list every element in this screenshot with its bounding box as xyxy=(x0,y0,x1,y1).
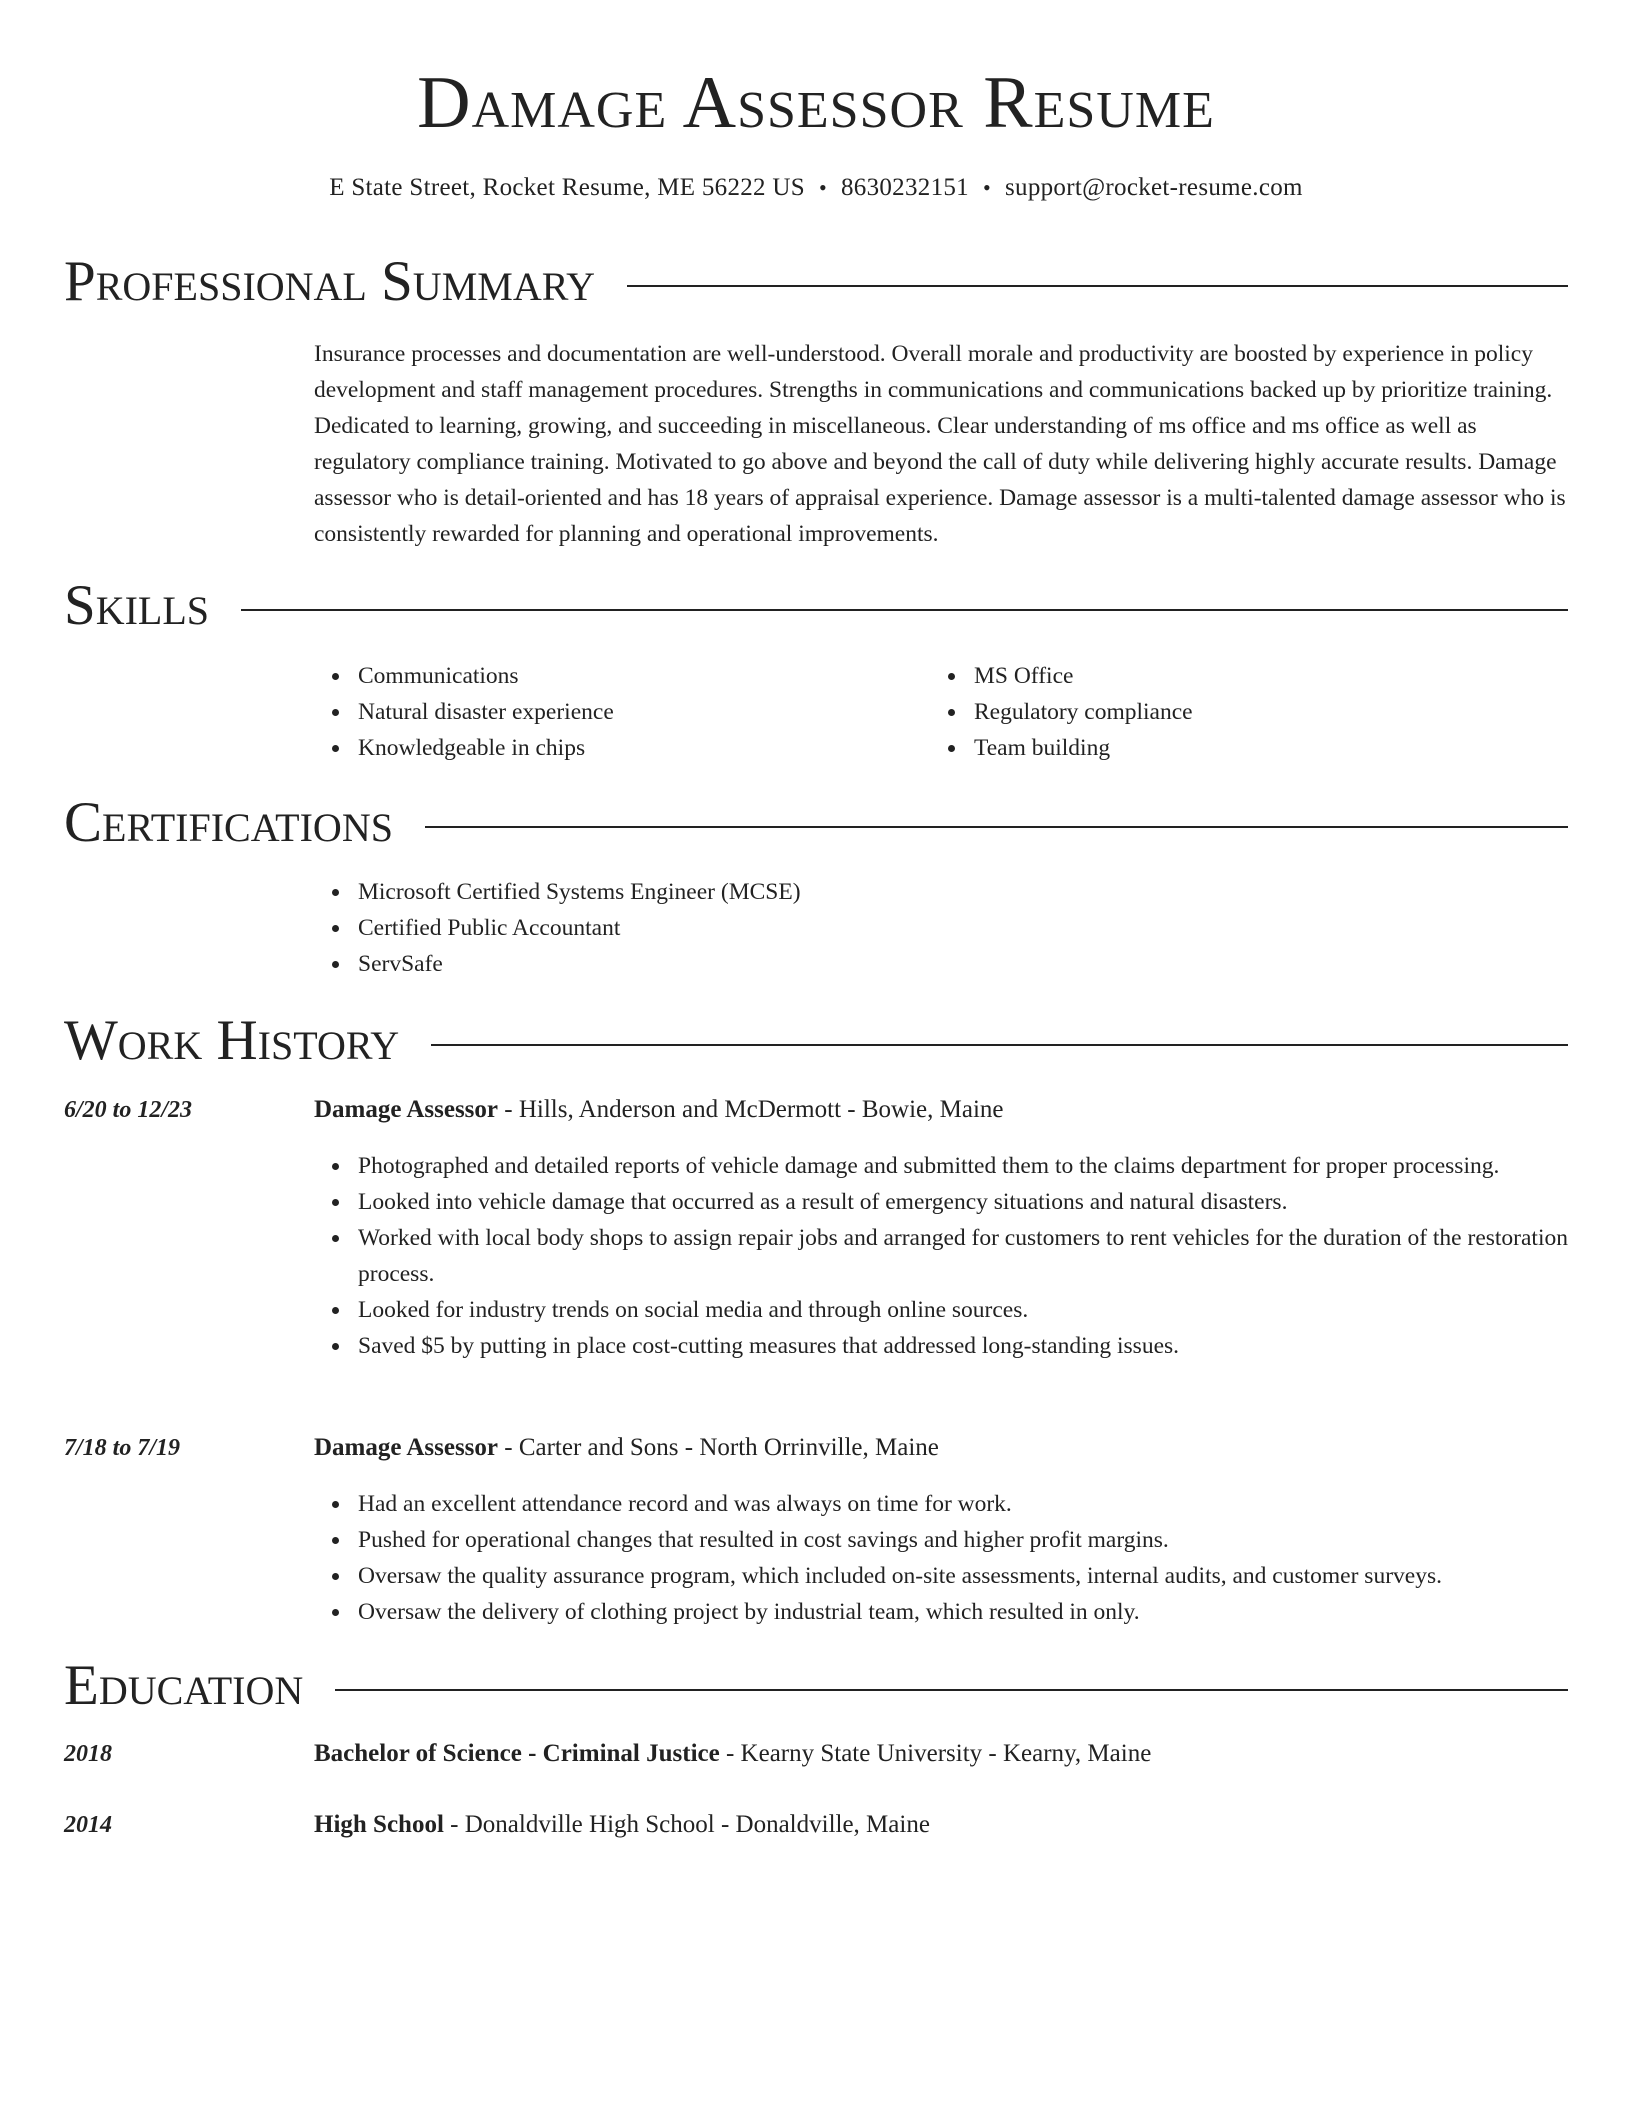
certification-item: Microsoft Certified Systems Engineer (MCSE) xyxy=(314,874,1568,910)
section-title: Education xyxy=(64,1654,304,1717)
job-bullet: Oversaw the quality assurance program, which included on-site assessments, internal audits, and customer surveys. xyxy=(314,1558,1568,1594)
job-role: Damage Assessor xyxy=(314,1096,499,1123)
education-school: - Kearny State University - Kearny, Maine xyxy=(719,1740,1152,1767)
certifications-section-header xyxy=(64,791,1568,855)
summary-section-header xyxy=(64,250,1568,314)
certification-item: ServSafe xyxy=(314,946,1568,982)
education-section-header xyxy=(64,1654,1568,1718)
job-title-line xyxy=(314,1096,1003,1124)
skill-item: Natural disaster experience xyxy=(314,694,930,730)
job-bullet: Photographed and detailed reports of vehicle damage and submitted them to the claims department for proper processing. xyxy=(314,1148,1568,1184)
contact-separator: • xyxy=(818,175,827,200)
education-line xyxy=(314,1740,1151,1768)
skills-column-left xyxy=(314,658,930,766)
job-title-line xyxy=(314,1434,939,1462)
certification-item: Certified Public Accountant xyxy=(314,910,1568,946)
section-title: Certifications xyxy=(64,791,393,854)
certifications-list xyxy=(314,874,1568,982)
job-bullets xyxy=(314,1486,1568,1630)
skill-item: Knowledgeable in chips xyxy=(314,730,930,766)
job-bullet: Worked with local body shops to assign repair jobs and arranged for customers to rent vehicles for the duration of the restoration process. xyxy=(314,1220,1568,1292)
section-divider xyxy=(627,285,1568,287)
section-title: Work History xyxy=(64,1009,400,1072)
job-bullet: Oversaw the delivery of clothing project by industrial team, which resulted in only. xyxy=(314,1594,1568,1630)
job-employer: - Hills, Anderson and McDermott - Bowie, Maine xyxy=(498,1096,1004,1123)
job-bullet: Looked into vehicle damage that occurred as a result of emergency situations and natural disasters. xyxy=(314,1184,1568,1220)
education-year: 2014 xyxy=(64,1812,112,1838)
education-year: 2018 xyxy=(64,1741,112,1767)
section-title: Skills xyxy=(64,574,210,637)
summary-text: Insurance processes and documentation are well-understood. Overall morale and productivity are boosted by experience in policy development and staff management procedures. Strengths in communications and communications backed up by prioritize training. Dedicated to learning, growing, and succeeding in miscellaneous. Clear understanding of ms office and ms office as well as regulatory compliance training. Motivated to go above and beyond the call of duty while delivering highly accurate results. Damage assessor who is detail-oriented and has 18 years of appraisal experience. Damage assessor is a multi-talented damage assessor who is consistently rewarded for planning and operational improvements. xyxy=(314,341,1566,547)
job-dates: 6/20 to 12/23 xyxy=(64,1097,193,1123)
skills-section-header xyxy=(64,574,1568,638)
education-school: - Donaldville High School - Donaldville, Maine xyxy=(443,1811,930,1838)
section-divider xyxy=(425,826,1568,828)
contact-address: E State Street, Rocket Resume, ME 56222 US xyxy=(329,174,805,201)
job-bullets xyxy=(314,1148,1568,1364)
skill-item: Communications xyxy=(314,658,930,694)
job-bullet: Pushed for operational changes that resulted in cost savings and higher profit margins. xyxy=(314,1522,1568,1558)
contact-line xyxy=(0,174,1632,202)
job-bullet: Saved $5 by putting in place cost-cutting measures that addressed long-standing issues. xyxy=(314,1328,1568,1364)
job-bullet: Looked for industry trends on social media and through online sources. xyxy=(314,1292,1568,1328)
education-degree: Bachelor of Science - Criminal Justice xyxy=(314,1740,720,1767)
section-title: Professional Summary xyxy=(64,250,596,313)
contact-phone: 8630232151 xyxy=(840,174,969,201)
section-divider xyxy=(431,1044,1568,1046)
skill-item: Regulatory compliance xyxy=(930,694,1546,730)
section-divider xyxy=(335,1689,1568,1691)
skill-item: Team building xyxy=(930,730,1546,766)
work-history-section-header xyxy=(64,1009,1568,1073)
job-bullet: Had an excellent attendance record and was always on time for work. xyxy=(314,1486,1568,1522)
job-employer: - Carter and Sons - North Orrinville, Maine xyxy=(498,1434,939,1461)
job-dates: 7/18 to 7/19 xyxy=(64,1435,181,1461)
education-degree: High School xyxy=(314,1811,444,1838)
resume-title: Damage Assessor Resume xyxy=(417,62,1215,144)
section-divider xyxy=(241,609,1568,611)
skills-list xyxy=(314,658,1568,766)
skill-item: MS Office xyxy=(930,658,1546,694)
job-role: Damage Assessor xyxy=(314,1434,499,1461)
contact-email: support@rocket-resume.com xyxy=(1004,174,1303,201)
skills-column-right xyxy=(930,658,1546,766)
education-line xyxy=(314,1811,930,1839)
contact-separator: • xyxy=(982,175,991,200)
